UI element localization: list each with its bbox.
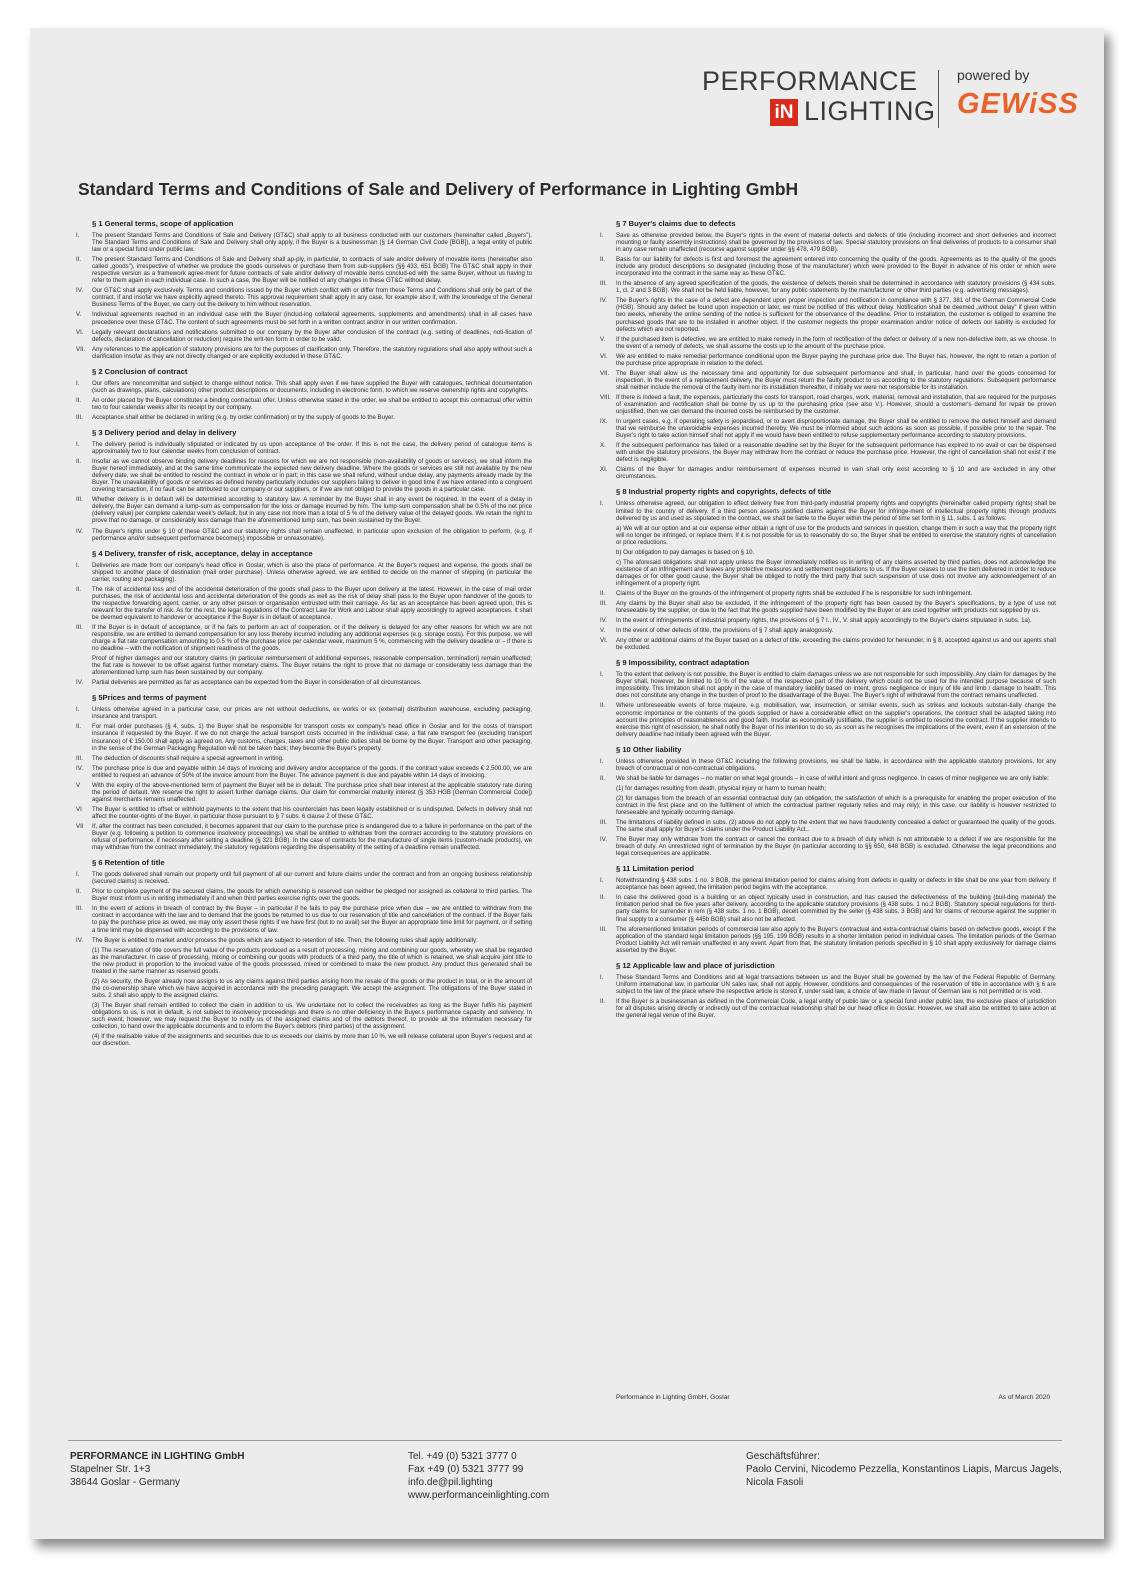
clause-paragraph: (3) The Buyer shall remain entitled to collect the claim in addition to us. We undertake not to collect the receivables as long as the Buyer fulfils his payment obligations to us, is not in default, is not subject to insolvency proceedings and there is no other deficiency in the Buyer.s performance capacity and solvency. In such event, however, we may request the Buyer to notify us of the assigned claims and of the debtors thereof, to provide all the information necessary for collection, to hand over the applicable documents and to inform the Buyer's debtors (third parties) of the assignment. [92,1001,532,1031]
clause-item [72,311,532,325]
clause-text: We shall be liable for damages – no matter on what legal grounds – in case of wilful intent and gross negligence. In cases of minor negligence we are only liable: [616,774,1049,782]
footer-divider [68,1440,1062,1441]
clause-number: III. [600,925,607,933]
clause-text: If, after the contract has been concluded, it becomes apparent that our claim to the purchase price is endangered due to a failure in performance on the part of the Buyer (e.g. following a petition to commence insolvency proceedings) we shall be entitled to withdraw from the contract according to the statutory provisions on refusal of performance, if necessary after setting a deadline (§ 321 BGB). In the case of contracts for the manufacture of single items (custom-made products), we may withdraw from the contract immediately; the statutory regulations regarding the dispensability of the setting of a deadline remain unaffected. [92,823,532,852]
clause-text: The risk of accidental loss and of the accidental deterioration of the goods shall pass to the Buyer upon delivery at the latest. However, in the case of mail order purchases, the risk of accidental loss and accidental deterioration of the goods as well as the risk of delay shall pass to the Buyer upon handover of the goods to the respective forwarding agent, carrier, or any other person or organisation entrusted with their carriage. As far as an acceptance has been agreed upon, this is relevant for the transfer of risk. As for the rest, the legal regulations of the Contract Law for Work and Labour shall apply accordingly to agreed acceptances. It shall be deemed equivalent to handover or acceptance if the Buyer is in default of acceptance. [92,585,532,621]
section-heading: § 12 Applicable law and place of jurisdiction [616,960,775,970]
clause-number: II. [600,997,606,1005]
section-heading: § 7 Buyer's claims due to defects [616,219,736,228]
clause-text: Partial deliveries are permitted as far as acceptance can be expected from the Buyer in consideration of all circumstances. [92,679,422,687]
clause-text: The Buyer may only withdraw from the contract or cancel the contract due to a breach of duty which is not attributable to a defect if we are responsible for the breach of duty. An unrestricted right of termination by the Buyer (in particular according to §§ 650, 648 BGB) is excluded. Otherwise the legal preconditions and legal consequences are applicable. [616,836,1056,858]
clause-item [596,836,1056,857]
clause-paragraph: (4) If the realisable value of the assignments and securities due to us exceeds our claims by more than 10 %, we will release collateral upon Buyer's request and at our discretion. [92,1033,532,1048]
footer-city: 38644 Goslar - Germany [70,1477,181,1488]
clause-number: VI [76,805,82,813]
performance-in-lighting-logo [702,66,1079,136]
logo-lighting-text: LIGHTING [804,96,936,126]
clause-item [596,442,1056,463]
document-title: Standard Terms and Conditions of Sale and Delivery of Performance in Lighting GmbH [78,179,799,199]
clause-item [72,329,532,343]
clause-number: II. [76,256,82,264]
clause-item [72,414,532,421]
clause-item [596,590,1056,597]
clause-text: In the event of actions in breach of contract by the Buyer – in particular if he fails to pay the purchase price when due – we are entitled to withdraw from the contract in accordance with the law and to demand that the goods be returned to us due to our reservation of title and cancellation of the contract. If the Buyer fails to pay the purchase price as owed, we may only assert these rights if we have first (but to no avail) set the Buyer an appropriate time limit for payment, or if setting a time limit may be dispensed with according to the provisions of law. [92,905,532,934]
clause-item [596,894,1056,922]
clause-text: If the Buyer is in default of acceptance, or if he fails to perform an act of cooperation, or if the delivery is delayed for any other reasons for which we are not responsible, we are entitled to demand compensation for any loss thereby incurred including any additional expenses (e.g. storage costs). For this purpose, we will charge a flat rate compensation amounting to 0.5 % of the purchase price per calendar week, maximum 5 %, commencing with the delivery deadline or – if there is no deadline – with the notification of shipment readiness of the goods. [92,623,532,653]
clause-number: VII [76,823,84,830]
clause-item [596,974,1056,995]
section-heading: § 2 Conclusion of contract [92,366,188,376]
clause-text: The aforementioned limitation periods of commercial law also apply to the Buyer's contractual and extra-contractual claims based on defective goods, except if the application of the standard legal limitation periods (§§ 195, 199 BGB) results in a shorter limitation period in individual cases. The limitation periods of the German Product Liability Act will remain unaffected in any event. Apart from that, the statutory limitation periods specified in § 10 shall apply exclusively for damage claims asserted by the Buyer. [616,925,1056,954]
clause-number: II. [76,458,82,466]
clause-text: If the Buyer is a businessman as defined in the Commercial Code, a legal entity of public law or a special fund under public law, the exclusive place of jurisdiction for all disputes arising directly or indirectly out of the contractual relationship shall be our head office in Goslar. However, we shall also be entitled to take action at the general legal venue of the Buyer. [616,997,1056,1019]
clause-item [596,500,1056,521]
clause-number: II. [600,589,606,597]
clause-text: In the absence of any agreed specification of the goods, the existence of defects therein shall be determined in accordance with statutory provisions (§ 434 subs. 1, cl. 2 and 3 BGB). We shall not be held liable, however, for any public statements by the manufacturer or other third parties (e.g. advertising messages). [616,280,1056,295]
clause-text: The purchase price is due and payable within 14 days of invoicing and delivery and/or acceptance of the goods. If the contract value exceeds € 2,500.00, we are entitled to request an advance of 50% of the invoice amount from the Buyer. The advance payment is due and payable within 14 days of invoicing. [92,764,532,779]
clause-text: For mail order purchases (§ 4, subs. 1) the Buyer shall be responsible for transport costs ex company's head office in Goslar and for the costs of transport insurance if requested by the Buyer. If we do not charge the actual transport costs occurred in the individual case, a flat rate transport fee (excluding transport insurance) of € 150.00 shall apply as agreed on. Any customs, charges, taxes and other public duties shall be borne by the Buyer. Transport and other packaging, in the sense of the German Packaging Regulation will not be taken back; they become the Buyer's property. [92,723,532,752]
clause-number: II. [600,702,606,710]
clause-item [72,562,532,583]
clause-paragraph: b) Our obligation to pay damages is based on § 10. [616,548,755,556]
clause-item [596,394,1056,415]
clause-text: An order placed by the Buyer constitutes a binding contractual offer. Unless otherwise stated in the order, we shall be entitled to accept this contractual offer within two to four calendar weeks after its receipt by our company. [92,396,532,411]
clause-item [72,441,532,455]
logo-performance-text: PERFORMANCE [702,66,918,96]
clause-text: The Buyer's rights in the case of a defect are dependent upon proper inspection and notification in compliance with § 377, 381 of the German Commercial Code (HGB). Should any defect be found upon inspection or later, we must be notified of this without delay. Notification shall be deemed „without delay" if given within two weeks, whereby the online sending of the notice is sufficient for the observance of the deadline. Prior to installation, the customer is obliged to examine the purchased goods that are to be installed in another object. If the customer neglects the proper examination and/or notice of defects our liability is excluded for defects which are not reported. [616,297,1056,333]
logo-in-badge: iN [770,99,798,126]
clause-text: The deduction of discounts shall require a special agreement in writing. [92,754,284,762]
clause-text: The Buyer's rights under § 10 of these GT&C and our statutory rights shall remain unaffected, in particular upon exclusion of the obligation to perform, (e.g. if performance and/or subsequent performance become(s) impossible or unreasonable). [92,527,532,542]
clause-item [72,723,532,751]
clause-number: I. [76,561,80,569]
clause-item [596,637,1056,651]
footer-directors-label: Geschäftsführer: [746,1451,820,1462]
clause-item [72,287,532,308]
clause-number: III. [76,496,83,504]
clause-item [72,706,532,720]
clause-number: I. [76,232,80,239]
clause-item [596,353,1056,367]
clause-text: Whether delivery is in default will be determined according to statutory law. A reminder by the Buyer shall in any event be required. In the event of a delay in delivery, the Buyer can demand a lump-sum as compensation for the loss or damage incurred by him. The lump-sum compensation shall be 0.5% of the net price (delivery value) per complete calendar week's default, but in any case not more than a total of 5 % of the delivery value of the delayed goods. We retain the right to prove that no damage, or considerably less damage than the aforementioned lump sum, has been sustained by the Buyer. [92,496,532,525]
section-heading: § 10 Other liability [616,744,682,754]
clause-paragraph: Proof of higher damages and our statutory claims (in particular reimbursement of additional expenses, reasonable compensation, termination) remain unaffected; the flat rate is however to be offset against further monetary claims. The Buyer retains the right to prove that no damage or considerably less damage than the aforementioned lump sum has been sustained by our company. [92,655,532,677]
powered-by-text: powered by [957,67,1030,83]
clause-text: The present Standard Terms and Conditions of Sale and Delivery shall ap-ply, in particular, to contracts of sale and/or delivery of movable items (hereinafter also called „goods"), irrespective of whether we produce the goods ourselves or purchase them from sub-suppliers (§§ 433, 651 BGB) The GT&C shall apply in their respective version as a framework agree-ment for future contracts of sale and/or delivery of movable items conclud-ed with the same Buyer, without us having to refer to them again in each individual case. In such a case, the Buyer will be notified of any changes in these GT&C without delay. [92,256,532,285]
clause-text: Unless otherwise provided in these GT&C including the following provisions, we shall be liable, in accordance with the applicable statutory provisions, for any breach of contractual or non-contractual obligations. [616,757,1056,772]
clause-text: Acceptance shall either be declared in writing (e.g. by order confirmation) or by the supply of goods to the Buyer. [92,413,395,421]
clause-item [596,627,1056,634]
clause-number: I. [600,232,604,239]
clause-text: Insofar as we cannot observe binding delivery deadlines for reasons for which we are not responsible (non-availability of goods or services), we shall inform the Buyer hereof immediately, and at the same time communicate the expected new delivery deadline. Where the goods or services are still not available by the new delivery date, we shall be entitled to rescind the contract in whole or in part; in this case we shall refund, without undue delay, any payments already made by the Buyer. The unavailability of goods or services as defined hereby particularly includes our suppliers failing to deliver in good time if we have entered into a congruent covering transaction, if no fault can be attributed to our company or our suppliers, or if we are not obliged to provide the goods in a particular case. [92,458,532,494]
clause-number: III. [76,413,83,421]
section-heading: § 9 Impossibility, contract adaptation [616,658,750,668]
clause-number: II. [76,888,82,896]
clause-number: IV. [76,527,83,535]
clause-item [72,586,532,621]
document-sheet [30,28,1104,1539]
clause-item [72,765,532,779]
clause-text: Unless otherwise agreed, our obligation to effect delivery free from third-party industrial property rights and copyrights (hereinafter called property rights) shall be limited to the country of delivery. If a third person asserts justified claims against the Buyer for infringe-ment of intellectual property rights through products delivered by us and used as stipulated in the contract, we shall be liable to the Buyer within the period of time set forth in § 11, subs. 1 as follows: [616,500,1056,522]
clause-text: Any other or additional claims of the Buyer based on a defect of title, exceeding the claims provided for hereunder, in § 8, accepted against us and our agents shall be excluded. [616,637,1056,652]
clause-text: In the event of other defects of title, the provisions of § 7 shall apply analogously. [616,627,834,635]
section-heading: § 4 Delivery, transfer of risk, acceptance, delay in acceptance [92,548,313,558]
footer-address [70,1450,244,1489]
clause-number: I. [600,671,604,679]
clause-text: Any claims by the Buyer shall also be excluded, if the infringement of the property right has been caused by the Buyer's specifications, by a type of use not foreseeable by the supplier, or due to the fact that the goods supplied have been modified by the Buyer or are used together with products not supplied by us. [616,600,1056,615]
clause-item [72,679,532,686]
clause-number: III. [76,754,83,762]
clause-paragraph: c) The aforesaid obligations shall not apply unless the Buyer immediately notifies us in writing of any claims asserted by third parties, does not acknowledge the existence of an infringement and leaves any protective measures and settlement negotiations to us. If the Buyer ceases to use the item delivered in order to reduce damages or for other good cause, the Buyer shall be obliged to notify the third party that such suspension of use does not involve any acknowledgement of an infringement of a property right. [616,558,1056,587]
clause-number: II. [600,894,606,902]
clause-item [72,232,532,253]
clause-text: Our GT&C shall apply exclusively. Terms and conditions issued by the Buyer which conflict with or differ from these Terms and Conditions shall only be part of the contract, if and insofar we have explicitly agreed thereto. This approval requirement shall apply in any case, for example also if, with the knowledge of the General Business Terms of the Buyer, we carry out the delivery to him without reservation. [92,287,532,309]
clause-number: I. [600,757,604,765]
clause-item [72,458,532,493]
clause-text: Deliveries are made from our company's head office in Goslar, which is also the place of performance. At the Buyer's request and expense, the goods shall be shipped to another place of destination (mail order purchase). Unless otherwise agreed, we are entitled to decide on the manner of shipping (in particular the carrier, routing and packaging). [92,561,532,583]
clause-number: IV. [76,764,83,772]
clause-item [72,755,532,762]
clause-number: III. [76,905,83,913]
clause-text: We are entitled to make remedial performance conditional upon the Buyer paying the purchase price due. The Buyer has, however, the right to retain a portion of the purchase price appropriate in relation to the defect. [616,352,1056,367]
clause-item [72,624,532,652]
clause-number: IV. [76,287,83,295]
signature-date: As of March 2020 [998,1394,1050,1401]
clause-text: The limitations of liability defined in subs. (2) above do not apply to the extent that we have fraudulently concealed a defect or guaranteed the quality of the goods. The same shall apply for Buyer's claims under the Product Liability Act.. [616,819,1056,834]
clause-number: I. [76,440,80,448]
clause-item [72,782,532,803]
clause-item [596,280,1056,294]
clause-number: IV. [76,679,83,687]
clause-number: I. [600,500,604,508]
clause-item [596,702,1056,737]
clause-number: VII. [600,369,610,377]
clause-text: The present Standard Terms and Conditions of Sale and Delivery (GT&C) shall apply to all business conducted with our customers (hereinafter called „Buyers"). The Standard Terms and Conditions of Sale and Delivery shall only apply, if the Buyer is a businessman (§ 14 German Civil Code [BGB]), a legal entity of public law or a special fund under public law. [92,232,532,254]
clause-text: The Buyer is entitled to market and/or process the goods which are subject to retention of title. Then, the following rules shall apply additionally: [92,936,478,944]
clause-number: VI. [600,637,608,645]
section-heading: § 3 Delivery period and delay in delivery [92,427,237,437]
clause-text: If there is indeed a fault, the expenses, particularly the costs for transport, road charges, work, material, removal and installation, that are required for the purposes of examination and rectification shall be borne by us up to the purchasing price (see also V.). However, should a customer's demand for repair be proven unjustified, then we can demand the incurred costs be reimbursed by the customer. [616,393,1056,416]
clause-text: Legally relevant declarations and notifications submitted to our company by the Buyer after conclusion of the contract (e.g. setting of deadlines, noti-fication of defects, declaration of cancellation or reduction) require the writ-ten form in order to be valid. [92,328,532,343]
clause-item [72,528,532,542]
clause-number: VIII. [600,393,611,401]
footer-contact [408,1450,549,1502]
clause-text: Basis for our liability for defects is first and foremost the agreement entered into concerning the quality of the goods. Agreements as to the quality of the goods include any product descriptions so designated (including those of the manufacturer) which were provided to the Buyer in advance of his order or which were incorporated into the contract in the same way as these GT&C. [616,256,1056,278]
clause-paragraph: (2) for damages from the breach of an essential contractual duty (an obligation, the satisfaction of which is a prerequisite for enabling the proper execution of the contract in the first place and on the fulfilment of which the contractual partner regularly relies and may rely); in this case, our liability is however restricted to foreseeable and typically occurring damage. [616,794,1056,816]
clause-item [72,871,532,885]
clause-paragraph: a) We will at our option and at our expense either obtain a right of use for the products and services in question, change them in such a way that the property right will no longer be infringed, or replace them. If it is not possible for us to reasonably do so, the Buyer shall be entitled to exercise the statutory rights of cancellation or price reductions. [616,524,1056,546]
signature-line [616,1394,1050,1401]
clause-text: Our offers are noncommittal and subject to change without notice. This shall apply even if we have supplied the Buyer with catalogues, technical documentation (such as drawings, plans, calculations) other product descriptions or documents, including in electronic form, to which we reserve ownership rights and copyrights. [92,379,532,394]
clause-number: III. [600,600,607,608]
clause-item [596,600,1056,614]
clause-number: II. [600,774,606,782]
clause-text: Where unforeseeable events of force majeure, e.g. mobilisation, war, insurrection, or similar events, such as strikes and lockouts substan-tially change the economic importance or the contents of the goods supplied or have a considerable effect on the supplier's operations, the contract shall be adapted taking into account the principles of reasonableness and good faith. Insofar as economically justifiable, the supplier is entitled to rescind the contract. If the supplier intends to exercise this right of rescission, he shall notify the Buyer of his intention to do so, as soon as he recognises the implications of the event, even if an extension of the delivery deadline had initially been agreed with the Buyer. [616,702,1057,738]
footer-company-name: PERFORMANCE iN LIGHTING GmbH [70,1451,245,1462]
clause-number: I. [600,877,604,885]
clause-number: II. [76,723,82,731]
clause-text: If the purchased item is defective, we are entitled to make remedy in the form of rectification of the defect or delivery of a new non-defective item, as we choose. In the event of a remedy of defects, we shall assume the costs up to the amount of the purchase price. [616,335,1056,350]
footer-directors-names-1: Paolo Cervini, Nicodemo Pezzella, Konstantinos Liapis, Marcus Jagels, [746,1464,1062,1475]
clause-item [596,926,1056,954]
clause-item [72,888,532,902]
clause-number: V. [600,627,606,635]
clause-number: I. [76,706,80,714]
clause-text: These Standard Terms and Conditions and all legal transactions between us and the Buyer shall be governed by the law of the Federal Republic of Germany. Uniform international law, in particular UN sales law, shall not apply. However, conditions and consequences of the reservation of title in accordance with § 6 are subject to the law of the place where the respective article is stored if, under said law, a choice of law made in favour of German law is not permitted or is void. [616,973,1056,995]
clause-paragraph: (1) for damages resulting from death, physical injury or harm to human health; [616,784,826,792]
clause-item [596,418,1056,439]
clause-item [596,819,1056,833]
footer-tel: Tel. +49 (0) 5321 3777 0 [408,1451,517,1462]
footer-directors [746,1450,1062,1489]
clause-number: X. [600,442,606,450]
clause-text: If the subsequent performance has failed or a reasonable deadline set by the Buyer for the subsequent performance has expired to no avail or can be dispensed with under the statutory provisions, the Buyer may withdraw from the contract or reduce the purchase price. However, the right of cancellation shall not exist if the defect is negligible. [616,442,1056,464]
clause-item [596,671,1056,699]
clause-text: Prior to complete payment of the secured claims, the goods for which ownership is reserved can neither be pledged nor assigned as collateral to third parties. The Buyer must inform us in writing immediately if and when third parties exercise rights over the goods. [92,888,532,903]
clause-number: IV. [600,617,607,625]
clause-text: Claims of the Buyer for damages and/or reimbursement of expenses incurred in vain shall only exist according to § 10 and are excluded in any other circumstances. [616,466,1056,481]
logo-divider [938,70,939,128]
clause-text: Individual agreements reached in an individual case with the Buyer (includ-ing collateral agreements, supplements and amendments) shall in all cases have precedence over these GT&C. The content of such agreements must be set forth in a written contract and/or in our written confirmation. [92,311,532,326]
footer-web-link[interactable]: www.performanceinlighting.com [408,1490,550,1501]
clause-number: I. [76,379,80,387]
clause-number: VI. [76,328,84,336]
clause-item [596,336,1056,350]
clause-text: To the extent that delivery is not possible, the Buyer is entitled to claim damages unless we are not responsible for such impossibility. Any claim for damages by the Buyer shall, however, be limited to 10 % of the value of the respective part of the delivery which could not be used for the intended purpose because of such impossibility. This limitation shall not apply in the case of mandatory liability based on intent, gross negligence or injury of life and limb / damage to health. This does not constitute any change in the burden of proof to the disadvantage of the Buyer. The Buyer's right of withdrawal from the contract remains unaffected. [616,671,1056,700]
clause-item [72,397,532,411]
clause-item [596,466,1056,480]
section-heading: § 5Prices and terms of payment [92,693,207,703]
gewiss-logo: GEWiSS [957,88,1079,120]
clause-text: Any references to the application of statutory provisions are for the purposes of clarification only. Therefore, the statutory regulations shall also apply without such a clarification insofar as they are not directly changed or are explicitly excluded in these GT&C. [92,345,532,360]
clause-item [596,256,1056,277]
left-column [72,212,532,1050]
footer-directors-names-2: Nicola Fasoli [746,1477,804,1488]
clause-text: Claims of the Buyer on the grounds of the infringement of property rights shall be excluded if he is responsible for such infringement. [616,589,973,597]
clause-text: In the event of infringements of industrial property rights, the provisions of § 7 I., IV., V. shall apply accordingly to the Buyer's claims stipulated in subs. 1a). [616,617,1032,625]
section-heading: § 6 Retention of title [92,858,165,868]
clause-item [596,775,1056,782]
clause-item [596,232,1056,253]
clause-text: The Buyer shall allow us the necessary time and opportunity for due subsequent performance and shall, in particular, hand over the goods concerned for inspection. In the event of a replacement delivery, the Buyer must return the faulty product to us according to the statutory regulations. Subsequent performance shall neither include the removal of the faulty item nor its installation thereafter, if initially we were not responsible for its installation. [616,369,1056,391]
clause-item [596,617,1056,624]
clause-item [72,937,532,944]
clause-text: With the expiry of the above-mentioned term of payment the Buyer will be in default. The purchase price shall bear interest at the applicable statutory rate during the period of default. We reserve the right to assert further damage claims. Our claim for commercial maturity interest (§ 353 HGB [German Commercial Code]) against merchants remains unaffected. [92,781,532,803]
section-heading: § 1 General terms, scope of application [92,219,234,228]
clause-text: Unless otherwise agreed in a particular case, our prices are net without deductions, ex works or ex (external) distribution warehouse, excluding packaging, insurance and transport. [92,706,532,721]
clause-number: III. [600,280,607,288]
section-heading: § 8 Industrial property rights and copyrights, defects of title [616,487,832,497]
clause-number: IV. [76,936,83,944]
clause-number: IX. [600,418,608,426]
clause-item [72,823,532,851]
clause-number: I. [76,871,80,879]
clause-item [72,905,532,933]
clause-item [72,806,532,820]
clause-number: IV. [600,836,607,844]
footer-fax: Fax +49 (0) 5321 3777 99 [408,1464,524,1475]
signature-company: Performance in Lighting GmbH, Goslar [616,1394,730,1401]
section-heading: § 11 Limitation period [616,864,695,874]
clause-item [72,346,532,360]
clause-text: In case the delivered good is a building or an object typically used in construction, and has caused the defectiveness of the building (buil-ding material) the limitation period shall be five years after delivery, according to the applicable statutory provisions (§ 438 subs. 1 no.2 BGB). Statutory special regulations for third-party claims for surrender in rem (§ 438 subs. 1 no. 1 BGB), deceit committed by the seller (§ 438 subs. 3 BGB) and for claims of recourse against the supplier in final supply to a consumer (§ 445b BGB) shall also not be affected. [616,894,1056,923]
clause-number: V [76,781,81,789]
clause-item [596,877,1056,891]
clause-item [596,370,1056,391]
clause-number: III. [76,623,83,631]
clause-text: The Buyer is entitled to offset or withhold payments to the extent that his counterclaim has been legally established or is undisputed. Defects in delivery shall not affect the counter-rights of the Buyer, in particular those pursuant to § 7 subs. 6 clause 2 of these GT&C. [92,805,532,820]
clause-item [596,998,1056,1019]
clause-item [72,496,532,524]
clause-number: VII. [76,345,86,353]
clause-text: The goods delivered shall remain our property until full payment of all our current and future claims under the contract and from an ongoing business relationship (secured claims) is received. [92,871,532,886]
clause-number: II. [76,585,82,593]
clause-item [72,256,532,284]
clause-text: In urgent cases, e.g. if operating safety is jeopardised, or to avert disproportionate damage, the Buyer shall be entitled to remove the defect himself and demand that we reimburse the unavoidable expenses incurred thereby. We must be informed about such actions as soon as possible, if possible prior to the repair. The Buyer's right to take action himself shall not apply if we would have been entitled to refuse supplementary performance according to statutory provisions. [616,418,1056,440]
clause-number: II. [600,256,606,264]
clause-text: Notwithstanding § 438 subs. 1 no. 3 BGB, the general limitation period for claims arising from defects in quality or defects in title shall be one year from delivery. If acceptance has been agreed, the limitation period begins with the acceptance. [616,877,1056,892]
clause-number: II. [76,396,82,404]
clause-text: Save as otherwise provided below, the Buyer's rights in the event of material defects and defects of title (including incorrect and short deliveries and incorrect mounting or faulty assembly instructions) shall be governed by the provisions of law. Special statutory provisions on final deliveries of products to a consumer shall in any case remain unaffected (recourse against supplier under §§ 478, 479 BGB). [616,232,1056,254]
clause-number: IV. [600,297,607,305]
right-column [596,212,1056,1022]
clause-text: The delivery period is individually stipulated or indicated by us upon acceptance of the order. If this is not the case, the delivery period of catalogue items is approximately two to four calendar weeks from conclusion of contract. [92,440,532,456]
footer-street: Stapelner Str. 1+3 [70,1464,151,1475]
clause-number: VI. [600,352,608,360]
clause-item [72,380,532,394]
clause-number: I. [600,973,604,981]
clause-paragraph: (1) The reservation of title covers the full value of the products produced as a result of processing, mixing and combining our goods, whereby we shall be regarded as the manufacturer. In case of processing, mixing or combining our goods with products of a third party, the title of which is retained, we shall acquire joint title to the new product in proportion to the invoiced value of the goods processed, mixed or combined to make the new product. Any product thus generated shall be treated in the same manner as reserved goods. [92,946,532,975]
clause-paragraph: (2) As security, the Buyer already now assigns to us any claims against third parties arising from the resale of the goods or the product in total, or in the amount of the co-ownership share which we have acquired in accordance with the preceding paragraph. We accept the assignment. The obligations of the Buyer stated in subs. 2 shall also apply to the assigned claims. [92,977,532,999]
clause-number: V. [76,311,82,319]
clause-item [596,758,1056,772]
footer-email-link[interactable]: info.de@pil.lighting [408,1477,493,1488]
clause-item [596,297,1056,332]
clause-number: XI. [600,466,608,474]
clause-number: V. [600,335,606,343]
clause-number: III. [600,819,607,827]
